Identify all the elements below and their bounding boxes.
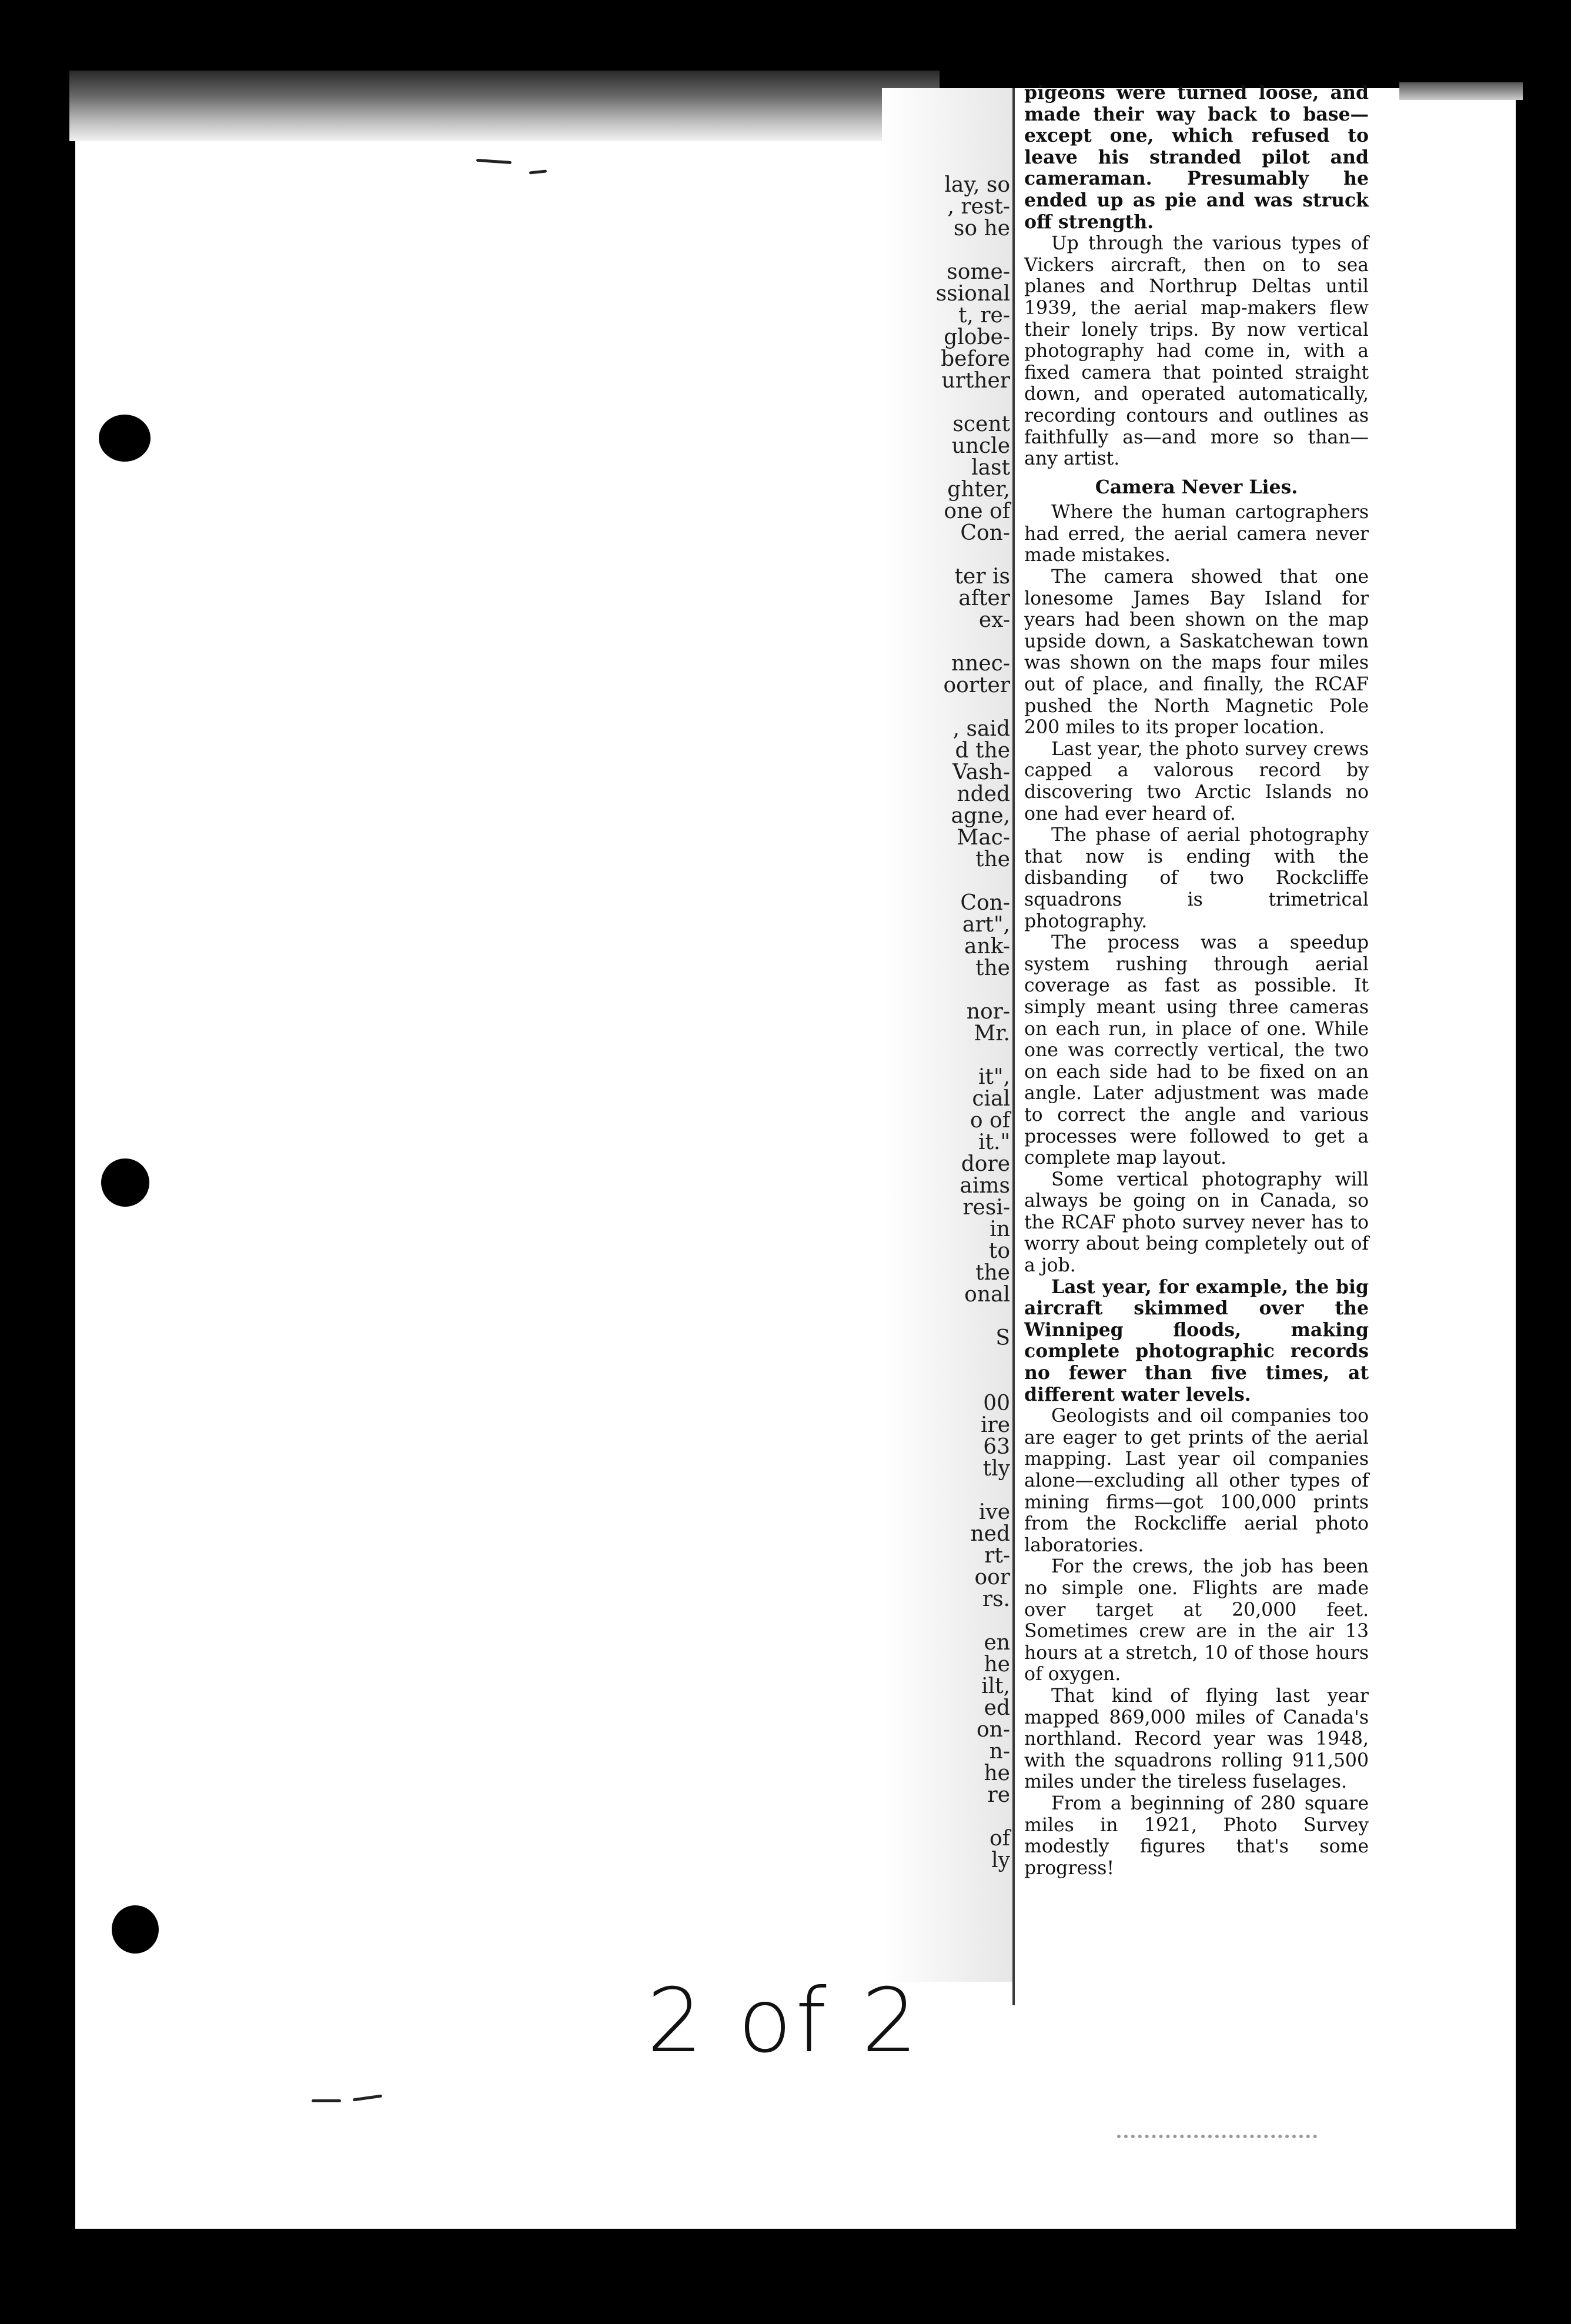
clipped-column-fragments (882, 88, 1014, 1982)
clipped-text-fragment: ex- (978, 608, 1010, 632)
clipped-text-fragment: onal (964, 1283, 1010, 1307)
clipped-text-fragment: ive (978, 1500, 1010, 1524)
clipped-text-fragment: ssional (935, 282, 1010, 306)
clipped-text-fragment: one of (944, 499, 1010, 523)
clipped-text-fragment: , rest- (947, 195, 1010, 219)
clipped-text-fragment: Con- (960, 521, 1010, 545)
article-column (1024, 82, 1369, 1879)
pen-mark (312, 2099, 341, 2102)
clipped-text-fragment: of (990, 1827, 1010, 1851)
article-paragraph: Where the human cartographers had erred, the aerial camera never made mistakes. (1024, 502, 1369, 566)
clipped-text-fragment: it." (978, 1130, 1010, 1154)
clipped-text-fragment: S (995, 1326, 1010, 1350)
article-paragraph: Up through the various types of Vickers aircraft, then on to sea planes and Northrup Deltas until 1939, the aerial map-makers flew their lonely trips. By now vertical photography had come in, with a fixed camera that pointed straight down, and operated automatically, recording contours and outlines as faithfully as—and more so than—any artist. (1024, 233, 1369, 470)
clipped-text-fragment: t, re- (958, 303, 1010, 328)
scan-edge-shadow (69, 71, 940, 141)
clipped-text-fragment: he (984, 1761, 1010, 1785)
clipped-text-fragment: before (941, 347, 1010, 371)
clipped-text-fragment: art", (962, 913, 1010, 937)
clipped-text-fragment: some- (947, 260, 1010, 284)
clipped-text-fragment: oor (974, 1565, 1010, 1590)
clipped-text-fragment: Con- (960, 891, 1010, 915)
clipped-text-fragment: ank- (964, 934, 1010, 959)
article-paragraph: Some vertical photography will always be going on in Canada, so the RCAF photo survey never has to worry about being completely out of a job. (1024, 1168, 1369, 1277)
dotted-fade-line (1117, 2135, 1317, 2138)
punch-hole (101, 1158, 149, 1207)
clipped-text-fragment: ly (991, 1848, 1010, 1872)
article-paragraph: Last year, the photo survey crews capped a valorous record by discovering two Arctic Islands no one had ever heard of. (1024, 738, 1369, 824)
clipped-text-fragment: nded (957, 782, 1010, 806)
clipped-text-fragment: nor- (966, 1000, 1010, 1024)
clipped-text-fragment: resi- (962, 1196, 1010, 1220)
clipped-text-fragment: ilt, (981, 1674, 1010, 1698)
clipped-text-fragment: d the (955, 739, 1010, 763)
clipped-text-fragment: in (990, 1217, 1010, 1241)
clipped-text-fragment: Mr. (974, 1021, 1010, 1046)
article-paragraph: The camera showed that one lonesome James Bay Island for years had been shown on the map upside down, a Saskatchewan town was shown on the maps four miles out of place, and finally, the RCAF pushed the North Magnetic Pole 200 miles to its proper location. (1024, 566, 1369, 739)
punch-hole (112, 1905, 159, 1954)
clipped-text-fragment: globe- (944, 325, 1010, 349)
clipped-text-fragment: after (958, 586, 1010, 610)
clipped-text-fragment: n- (989, 1739, 1010, 1764)
article-paragraph: For the crews, the job has been no simple one. Flights are made over target at 20,000 feet. Sometimes crew are in the air 13 hours at a stretch, 10 of those hours of oxygen. (1024, 1556, 1369, 1685)
article-paragraph: From a beginning of 280 square miles in 1921, Photo Survey modestly figures that's some progress! (1024, 1792, 1369, 1879)
clipped-text-fragment: to (988, 1239, 1010, 1263)
article-paragraph: The phase of aerial photography that now is ending with the disbanding of two Rockcliffe squadrons is trimetrical photography. (1024, 824, 1369, 932)
clipped-text-fragment: en (984, 1631, 1010, 1655)
article-paragraph: Last year, for example, the big aircraft skimmed over the Winnipeg floods, making complete photographic records no fewer than five times, at different water levels. (1024, 1275, 1369, 1405)
clipped-text-fragment: Mac- (957, 826, 1010, 850)
clipped-text-fragment: 63 (983, 1435, 1010, 1459)
clipped-text-fragment: 00 (983, 1391, 1010, 1415)
clipped-text-fragment: uncle (951, 434, 1010, 458)
clipped-text-fragment: tly (982, 1457, 1010, 1481)
clipped-text-fragment: Vash- (952, 760, 1010, 784)
clipped-text-fragment: re (987, 1783, 1010, 1807)
clipped-text-fragment: rs. (982, 1587, 1010, 1611)
clipped-text-fragment: , said (952, 717, 1010, 741)
clipped-text-fragment: rt- (984, 1544, 1010, 1568)
clipped-text-fragment: the (975, 847, 1010, 872)
clipped-text-fragment: cial (972, 1087, 1010, 1111)
clipped-text-fragment: the (975, 1261, 1010, 1285)
clipped-text-fragment: scent (952, 412, 1010, 436)
clipped-text-fragment: so he (953, 216, 1010, 241)
handwritten-page-marker: 2 of 2 (647, 1970, 921, 2072)
clipped-text-fragment: ed (984, 1696, 1010, 1720)
column-rule (1012, 88, 1015, 2005)
clipped-text-fragment: on- (976, 1718, 1010, 1742)
scan-edge-shadow-right (1399, 82, 1523, 100)
clipped-text-fragment: aims (960, 1174, 1010, 1198)
clipped-text-fragment: nnec- (951, 652, 1010, 676)
clipped-text-fragment: ire (980, 1413, 1010, 1437)
clipped-text-fragment: oorter (943, 673, 1010, 697)
clipped-text-fragment: last (971, 456, 1010, 480)
punch-hole (99, 415, 151, 462)
clipped-text-fragment: the (975, 956, 1010, 980)
clipped-text-fragment: ghter, (947, 478, 1010, 502)
clipped-text-fragment: o of (970, 1108, 1010, 1133)
clipped-text-fragment: dore (961, 1152, 1010, 1176)
clipped-text-fragment: ter is (954, 565, 1010, 589)
clipped-text-fragment: lay, so (944, 173, 1010, 197)
article-paragraph: pigeons were turned loose, and made their way back to base—except one, which refused to leave his stranded pilot and cameraman. Presumably he ended up as pie and was struck off strength. (1024, 82, 1369, 233)
clipped-text-fragment: it", (978, 1065, 1010, 1089)
article-paragraph: The process was a speedup system rushing through aerial coverage as fast as possible. It simply meant using three cameras on each run, in place of one. While one was correctly vertical, the two on each side had to be fixed on an angle. Later adjustment was made to correct the angle and various processes were followed to get a complete map layout. (1024, 932, 1369, 1169)
article-paragraph: Geologists and oil companies too are eager to get prints of the aerial mapping. Last year oil companies alone—excluding all other types of mining firms—got 100,000 prints from the Rockcliffe aerial photo laboratories. (1024, 1405, 1369, 1556)
clipped-text-fragment: he (984, 1652, 1010, 1677)
clipped-text-fragment: ned (970, 1522, 1010, 1546)
clipped-text-fragment: urther (941, 369, 1010, 393)
clipped-text-fragment: agne, (951, 804, 1010, 828)
article-subhead: Camera Never Lies. (1095, 476, 1298, 498)
article-paragraph: That kind of flying last year mapped 869,000 miles of Canada's northland. Record year was 1948, with the squadrons rolling 911,500 miles under the tireless fuselages. (1024, 1685, 1369, 1793)
